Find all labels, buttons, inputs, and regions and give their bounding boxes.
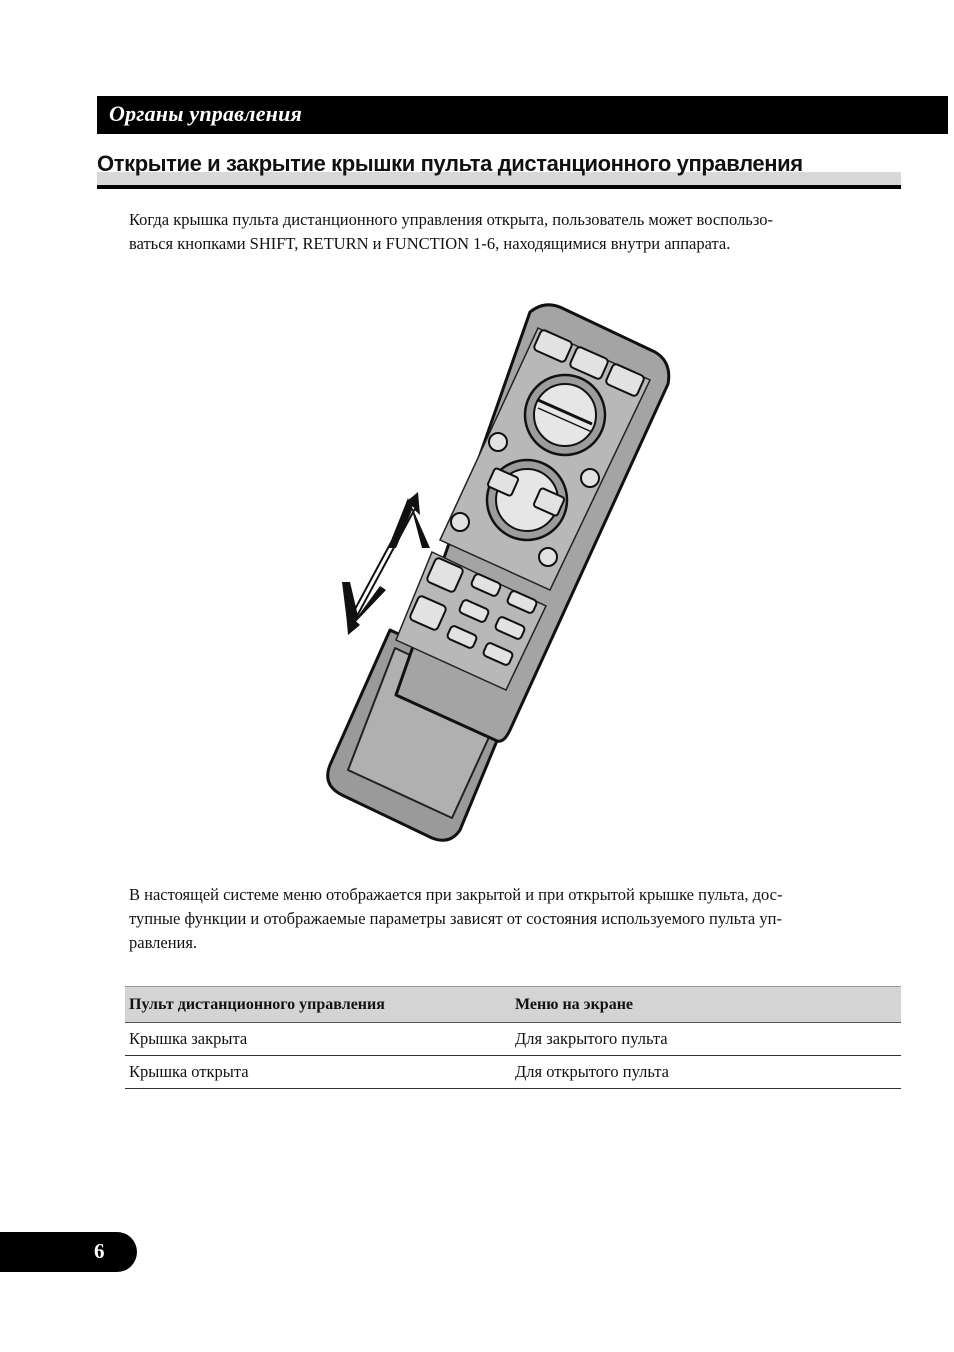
header-remote: Пульт дистанционного управления (125, 987, 511, 1023)
page-number-tab (0, 1232, 137, 1272)
body-line-1: В настоящей системе меню отображается при закрытой и при открытой крышке пульта, дос- (129, 885, 783, 904)
page-number: 6 (94, 1239, 105, 1263)
intro-line-2: ваться кнопками SHIFT, RETURN и FUNCTION 1-6, находящимися внутри аппарата. (129, 234, 731, 253)
table-cell: Для открытого пульта (511, 1056, 901, 1089)
remote-control-illustration (300, 290, 700, 850)
intro-paragraph (129, 208, 889, 256)
remote-lower-dial (487, 460, 567, 540)
section-header-bar (97, 96, 948, 134)
body-line-3: равления. (129, 933, 198, 952)
table-header-row (125, 987, 901, 1023)
header-menu: Меню на экране (511, 987, 901, 1023)
intro-line-1: Когда крышка пульта дистанционного управления открыта, пользователь может воспользо- (129, 210, 773, 229)
table-cell: Крышка открыта (125, 1056, 511, 1089)
table-row (125, 1023, 901, 1056)
heading-rule (97, 185, 901, 189)
section-title: Органы управления (109, 101, 303, 126)
table-cell: Крышка закрыта (125, 1023, 511, 1056)
remote-upper-dial (525, 375, 605, 455)
table-cell: Для закрытого пульта (511, 1023, 901, 1056)
body-line-2: тупные функции и отображаемые параметры зависят от состояния используемого пульта уп- (129, 909, 782, 928)
remote-control-drawing (300, 290, 700, 850)
body-paragraph (129, 883, 889, 955)
table-row (125, 1056, 901, 1089)
page-heading (97, 150, 901, 186)
menu-mode-table (125, 986, 901, 1089)
page-title: Открытие и закрытие крышки пульта дистанционного управления (97, 151, 803, 176)
